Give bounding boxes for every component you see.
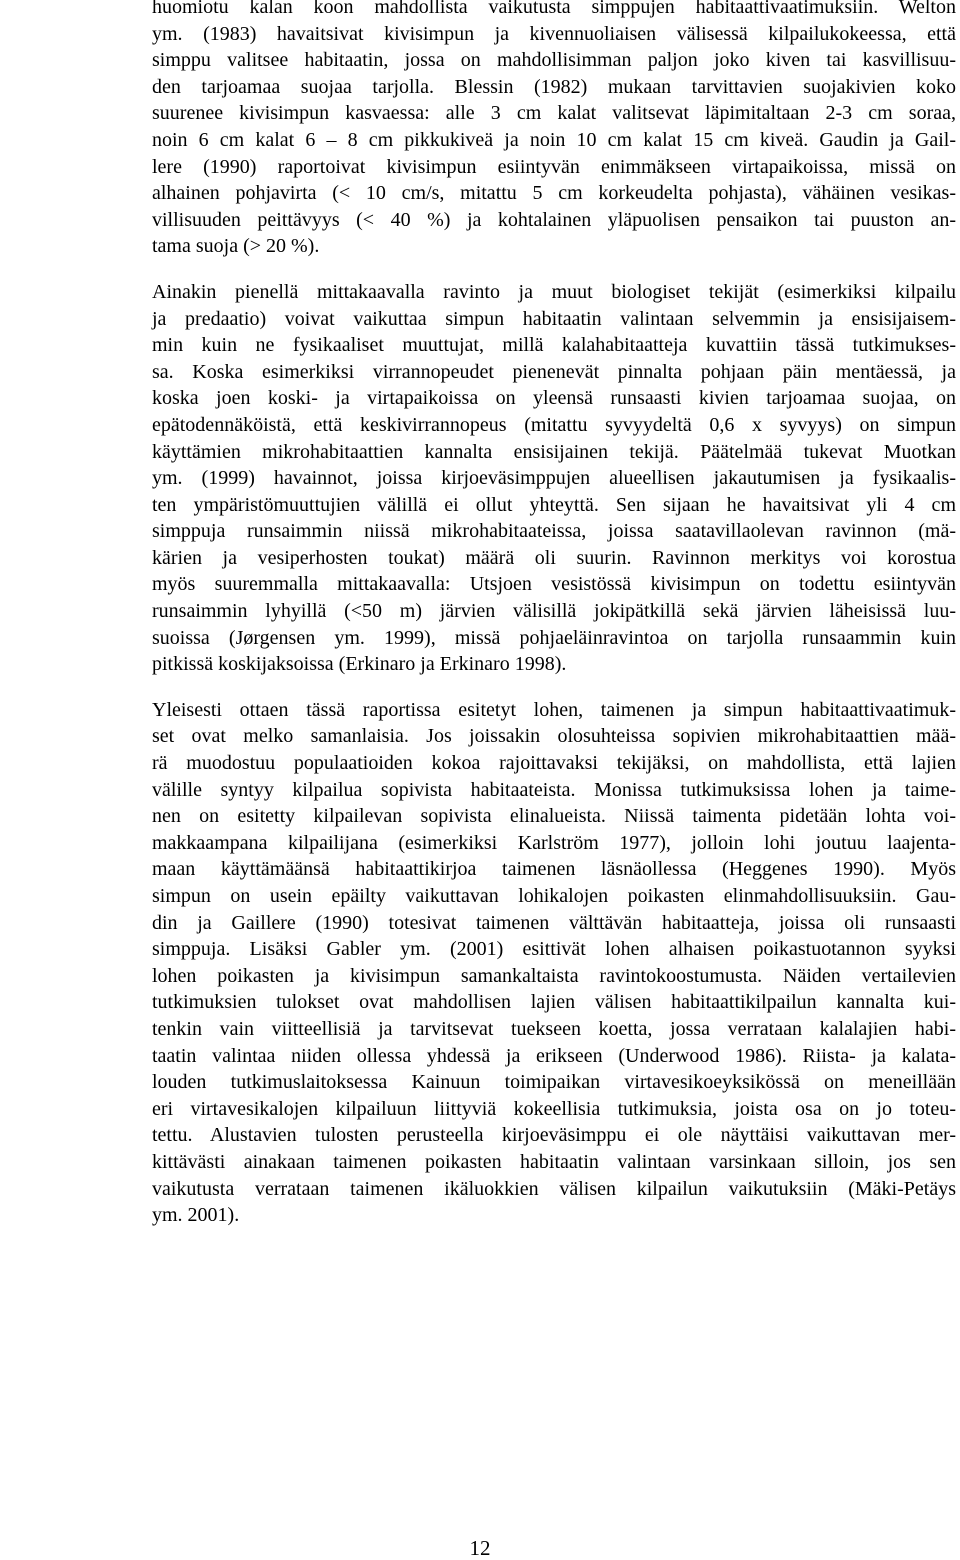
body-text — [152, 0, 956, 1248]
text-line: vaikutusta verrataan taimenen ikäluokkien välisen kilpailun vaikutuksiin (Mäki-Petäys — [152, 1177, 956, 1200]
text-line: kittävästi ainakaan taimenen poikasten habitaatin valintaan varsinkaan silloin, jos sen — [152, 1150, 956, 1173]
text-line: runsaimmin lyhyillä (<50 m) järvien välisillä jokipätkillä sekä järvien läheisissä luu- — [152, 600, 956, 623]
text-line: nen on esitetty kilpailevan sopivista elinalueista. Niissä taimenta pidetään lohta voi- — [152, 805, 956, 828]
text-line: noin 6 cm kalat 6 – 8 cm pikkukiveä ja noin 10 cm kalat 15 cm kiveä. Gaudin ja Gail- — [152, 128, 956, 151]
text-line: tutkimuksien tulokset ovat mahdollisen lajien välisen habitaattikilpailun kannalta kui- — [152, 991, 956, 1014]
text-line: villisuuden peittävyys (< 40 %) ja kohtalainen yläpuolisen pensaikon tai puuston an- — [152, 208, 956, 231]
text-line: suurenee kivisimpun kasvaessa: alle 3 cm kalat valitsevat läpimitaltaan 2-3 cm soraa, — [152, 102, 956, 125]
text-line: eri virtavesikalojen kilpailuun liittyviä kokeellisia tutkimuksia, joista osa on jo toteu- — [152, 1097, 956, 1120]
text-line: tama suoja (> 20 %). — [152, 235, 320, 258]
text-line: lohen poikasten ja kivisimpun samankaltaista ravintokoostumusta. Näiden vertailevien — [152, 964, 956, 987]
text-line: ym. (1999) havainnot, joissa kirjoeväsimppujen alueellisen jakautumisen ja fysikaalis- — [152, 467, 956, 490]
text-line: tettu. Alustavien tulosten perusteella kirjoeväsimppu ei ole näyttäisi vaikuttavan mer- — [152, 1124, 956, 1147]
text-line: Ainakin pienellä mittakaavalla ravinto ja muut biologiset tekijät (esimerkiksi kilpailu — [152, 280, 956, 303]
text-line: alhainen pohjavirta (< 10 cm/s, mitattu 5 cm korkeudelta pohjasta), vähäinen vesikas- — [152, 182, 956, 205]
text-line: simppu valitsee habitaatin, jossa on mahdollisimman paljon joko kiven tai kasvillisuu- — [152, 49, 956, 72]
paragraph-1 — [152, 0, 956, 260]
text-line: ten ympäristömuuttujien välillä ei ollut yhteyttä. Sen sijaan he havaitsivat yli 4 cm — [152, 493, 956, 516]
text-line: huomiotu kalan koon mahdollista vaikutusta simppujen habitaattivaatimuksiin. Welton — [152, 0, 956, 18]
text-line: sa. Koska esimerkiksi virrannopeudet pienenevät pinnalta pohjaan päin mentäessä, ja — [152, 360, 956, 383]
text-line: lere (1990) raportoivat kivisimpun esiintyvän enimmäkseen virtapaikoissa, missä on — [152, 155, 956, 178]
text-line: taatin valintaa niiden ollessa yhdessä ja erikseen (Underwood 1986). Riista- ja kalata- — [152, 1044, 956, 1067]
text-line: set ovat melko samanlaisia. Jos joissakin olosuhteissa sopivien mikrohabitaattien mää- — [152, 725, 956, 748]
text-line: tenkin vain viitteellisiä ja tarvitsevat tuekseen koetta, jossa verrataan kalalajien habi- — [152, 1017, 956, 1040]
text-line: Yleisesti ottaen tässä raportissa esitetyt lohen, taimenen ja simpun habitaattivaatimuk- — [152, 698, 956, 721]
text-line: makkaampana kilpailijana (esimerkiksi Karlström 1977), jolloin lohi joutuu laajenta- — [152, 831, 956, 854]
text-line: suoissa (Jørgensen ym. 1999), missä pohjaeläinravintoa on tarjolla runsaammin kuin — [152, 626, 956, 649]
text-line: simpun on usein epäilty vaikuttavan lohikalojen poikasten elinmahdollisuuksiin. Gau- — [152, 885, 956, 907]
text-line: myös suuremmalla mittakaavalla: Utsjoen vesistössä kivisimpun on todettu esiintyvän — [152, 573, 956, 596]
paragraph-2 — [152, 279, 956, 678]
text-line: käyttämien mikrohabitaattien kannalta ensisijainen tekijä. Päätelmää tukevat Muotkan — [152, 440, 956, 463]
text-line: min kuin ne fysikaaliset muuttujat, millä kalahabitaatteja kuvattiin tässä tutkimukses- — [152, 334, 956, 357]
text-line: din ja Gaillere (1990) totesivat taimenen välttävän habitaatteja, joissa oli runsaasti — [152, 911, 956, 934]
text-line: simppuja runsaimmin niissä mikrohabitaateissa, joissa saatavillaolevan ravinnon (mä- — [152, 520, 956, 543]
page-number: 12 — [469, 1536, 491, 1560]
text-line: ja predaatio) voivat vaikuttaa simpun habitaatin valintaan selvemmin ja ensisijaisem- — [152, 307, 956, 330]
text-line: ym. 2001). — [152, 1204, 240, 1227]
text-line: den tarjoamaa suojaa tarjolla. Blessin (1982) mukaan tarvittavien suojakivien koko — [152, 75, 956, 98]
text-line: välille syntyy kilpailua sopivista habitaateista. Monissa tutkimuksissa lohen ja taime- — [152, 778, 956, 801]
text-line: koska joen koski- ja virtapaikoissa on yleensä runsaasti kivien tarjoamaa suojaa, on — [152, 387, 956, 410]
text-line: epätodennäköistä, että keskivirrannopeus (mitattu syvyydeltä 0,6 x syvyys) on simpun — [152, 413, 956, 436]
paragraph-3 — [152, 697, 956, 1229]
text-line: kärien ja vesiperhosten toukat) määrä oli suurin. Ravinnon merkitys voi korostua — [152, 546, 956, 569]
text-line: louden tutkimuslaitoksessa Kainuun toimipaikan virtavesikoeyksikössä on meneillään — [152, 1071, 956, 1094]
text-line: simppuja. Lisäksi Gabler ym. (2001) esittivät lohen alhaisen poikastuotannon syyksi — [152, 938, 956, 961]
text-line: rä muodostuu populaatioiden kokoa rajoittavaksi tekijäksi, on mahdollista, että lajien — [152, 752, 956, 775]
text-line: pitkissä koskijaksoissa (Erkinaro ja Erkinaro 1998). — [152, 653, 567, 676]
text-line: maan käyttämäänsä habitaattikirjoa taimenen läsnäollessa (Heggenes 1990). Myös — [152, 858, 956, 881]
text-line: ym. (1983) havaitsivat kivisimpun ja kivennuoliaisen välisessä kilpailukokeessa, että — [152, 22, 956, 45]
